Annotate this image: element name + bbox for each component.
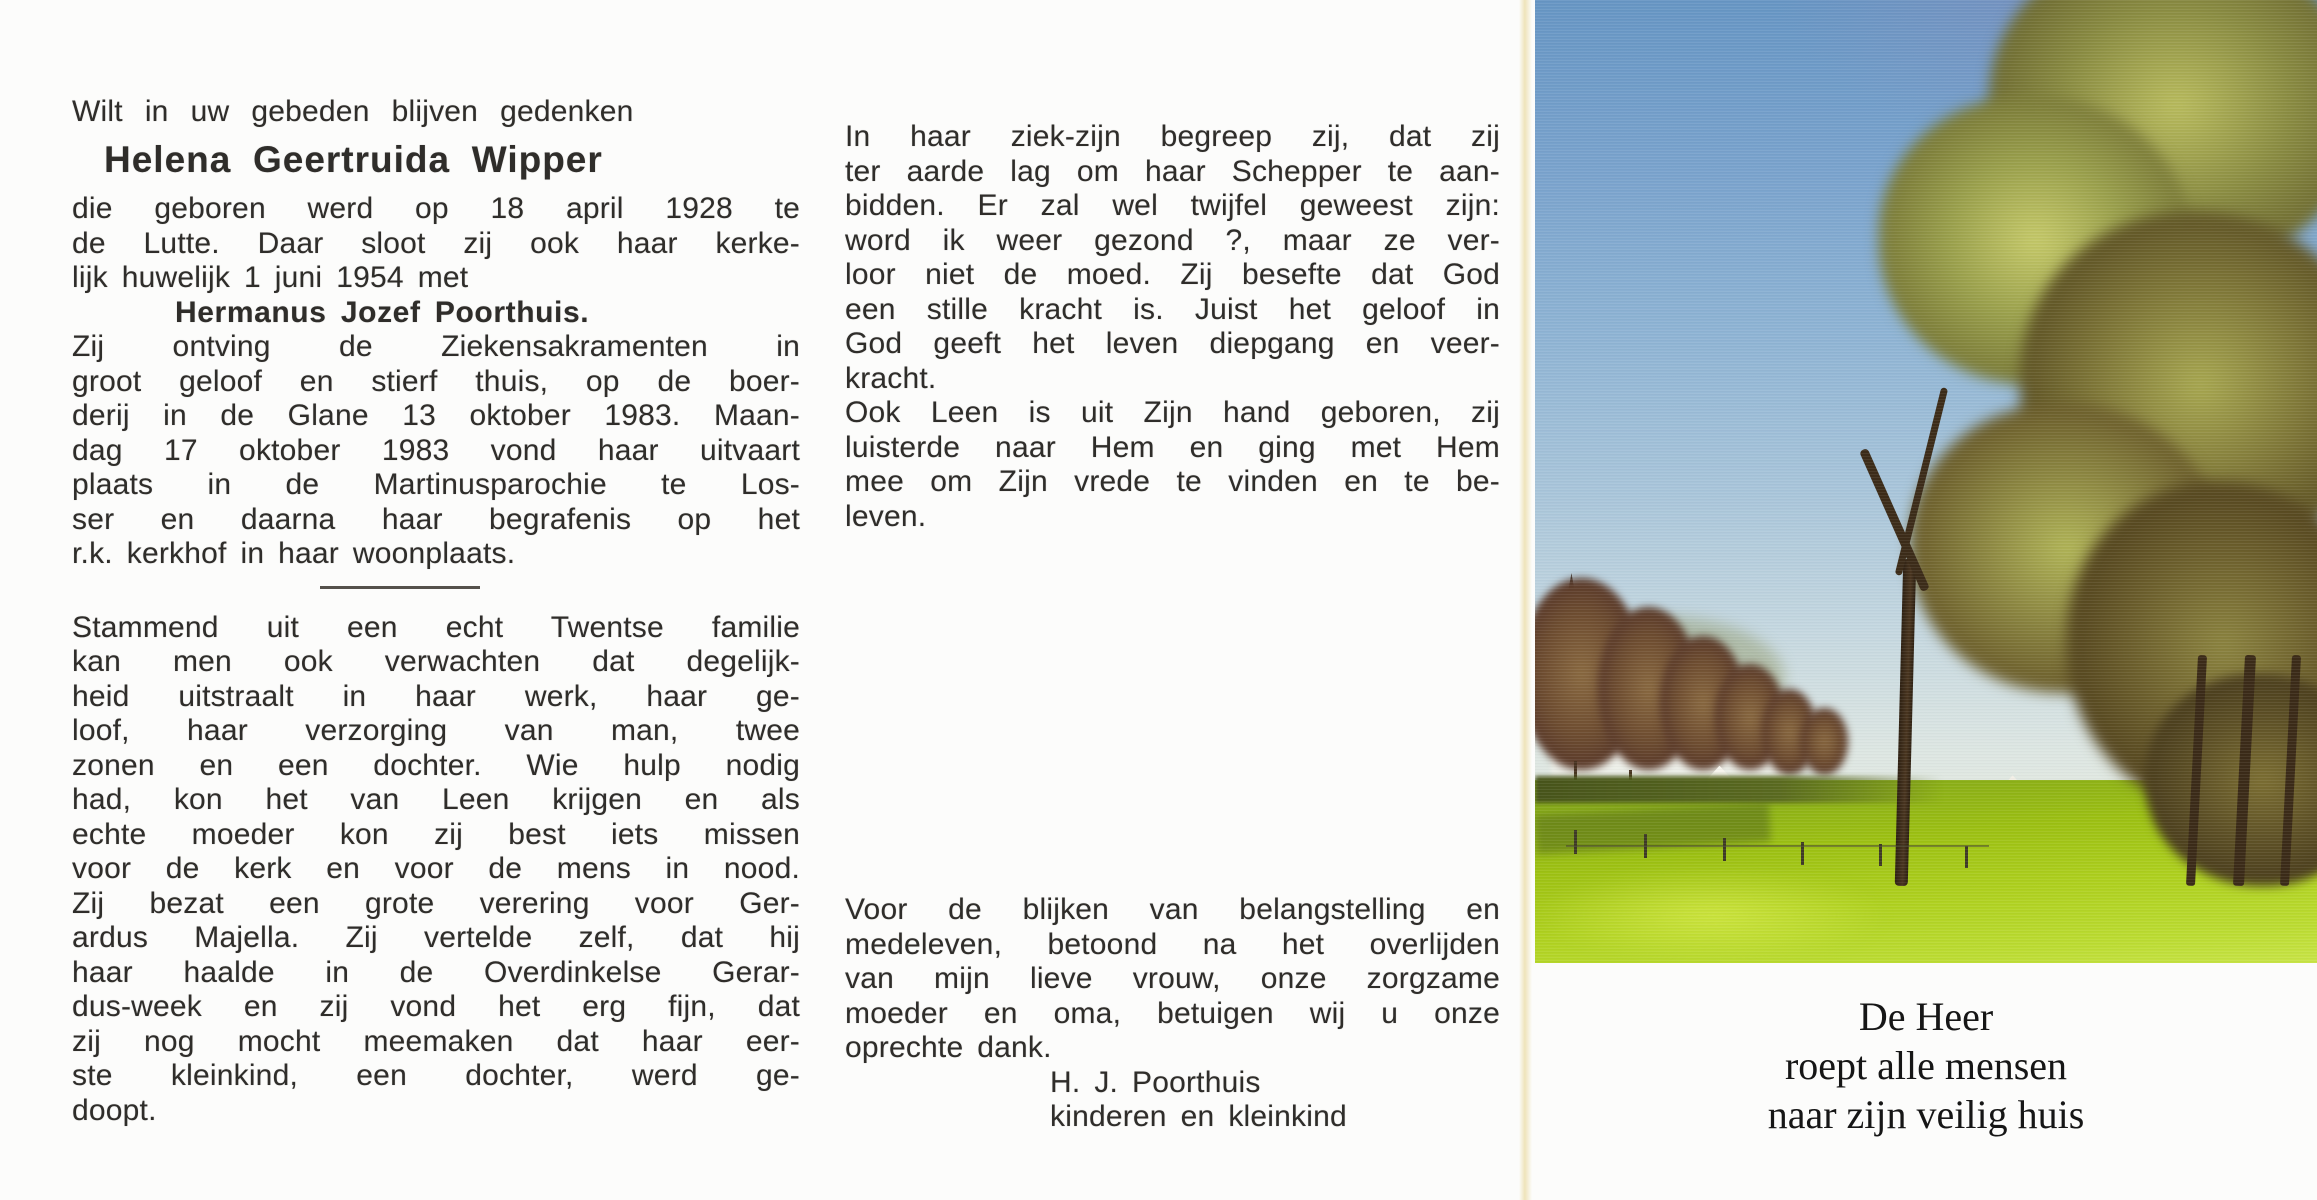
hedge-shadow [1535, 776, 1942, 803]
text-line: H. J. Poorthuis [1050, 1065, 1261, 1099]
text-line: van mijn lieve vrouw, onze zorgzame [845, 962, 1500, 995]
text-line: de Lutte. Daar sloot zij ook haar kerke- [72, 226, 800, 260]
acknowledgement-paragraph [845, 893, 1500, 1135]
text-line: kinderen en kleinkind [1050, 1100, 1347, 1133]
section-divider [320, 586, 480, 589]
text-line: zonen en een dochter. Wie hulp nodig [72, 748, 800, 782]
text-line: kracht. [845, 361, 937, 395]
text-line: Zij bezat een grote verering voor Ger- [72, 886, 800, 920]
text-line: Voor de blijken van belangstelling en [845, 893, 1500, 926]
text-line: Zij ontving de Ziekensakramenten in [72, 330, 800, 363]
text-line: dus-week en zij vond het erg fijn, dat [72, 990, 800, 1023]
text-line: echte moeder kon zij best iets missen [72, 817, 800, 851]
text-line: luisterde naar Hem en ging met Hem [845, 430, 1500, 464]
text-line: voor de kerk en voor de mens in nood. [72, 852, 800, 885]
intro-line: Wilt in uw gebeden blijven gedenken [72, 95, 634, 128]
fence-post [1965, 846, 1968, 868]
text-line: Ook Leen is uit Zijn hand geboren, zij [845, 396, 1500, 429]
text-line: r.k. kerkhof in haar woonplaats. [72, 537, 516, 570]
caption-line: naar zijn veilig huis [1767, 1092, 2085, 1137]
text-line: dag 17 oktober 1983 vond haar uitvaart [72, 433, 800, 467]
text-line: Hermanus Jozef Poorthuis. [175, 295, 590, 329]
text-line: word ik weer gezond ?, maar ze ver- [845, 223, 1500, 257]
text-line: bidden. Er zal wel twijfel geweest zijn: [845, 189, 1500, 222]
text-line: derij in de Glane 13 oktober 1983. Maan- [72, 399, 800, 432]
fence-post [1723, 838, 1726, 861]
text-line: haar haalde in de Overdinkelse Gerar- [72, 955, 800, 989]
text-line: lijk huwelijk 1 juni 1954 met [72, 261, 469, 294]
text-line: loof, haar verzorging van man, twee [72, 714, 800, 747]
card-fold-edge [1519, 0, 1532, 1200]
text-line: groot geloof en stierf thuis, op de boer- [72, 364, 800, 398]
photo-caption [1535, 992, 2317, 1139]
text-line: loor niet de moed. Zij besefte dat God [845, 258, 1500, 291]
caption-line: roept alle mensen [1784, 1043, 2068, 1088]
text-line: medeleven, betoond na het overlijden [845, 927, 1500, 961]
text-line: die geboren werd op 18 april 1928 te [72, 192, 800, 225]
text-line: had, kon het van Leen krijgen en als [72, 783, 800, 816]
text-line: ser en daarna haar begrafenis op het [72, 502, 800, 536]
text-line: zij nog mocht meemaken dat haar eer- [72, 1024, 800, 1058]
text-line: ter aarde lag om haar Schepper te aan- [845, 154, 1500, 188]
reflection-paragraph [845, 120, 1500, 534]
text-line: Stammend uit een echt Twentse familie [72, 610, 800, 644]
text-line: doopt. [72, 1093, 157, 1127]
tree [1801, 708, 1848, 775]
meadow-highlight [1535, 867, 1887, 963]
text-line: oprechte dank. [845, 1031, 1052, 1064]
text-line: een stille kracht is. Juist het geloof in [845, 292, 1500, 326]
text-line: plaats in de Martinusparochie te Los- [72, 468, 800, 501]
text-line: moeder en oma, betuigen wij u onze [845, 996, 1500, 1030]
middle-text-column [845, 112, 1500, 1135]
text-line: ste kleinkind, een dochter, werd ge- [72, 1059, 800, 1092]
landscape-photo [1535, 0, 2317, 963]
fence-wire [1566, 845, 1988, 847]
text-line: God geeft het leven diepgang en veer- [845, 327, 1500, 360]
left-text-column [72, 92, 800, 1128]
deceased-name: Helena Geertruida Wipper [104, 139, 603, 180]
fence-post [1879, 844, 1882, 866]
text-line: heid uitstraalt in haar werk, haar ge- [72, 679, 800, 713]
text-line: kan men ook verwachten dat degelijk- [72, 645, 800, 678]
text-line: ardus Majella. Zij vertelde zelf, dat hij [72, 921, 800, 954]
text-line: In haar ziek-zijn begreep zij, dat zij [845, 120, 1500, 153]
text-line: leven. [845, 499, 927, 533]
fence-post [1574, 830, 1577, 854]
memorial-paragraph [72, 611, 800, 1129]
caption-line: De Heer [1858, 994, 1994, 1039]
biography-paragraph [72, 192, 800, 572]
text-line: mee om Zijn vrede te vinden en te be- [845, 465, 1500, 498]
